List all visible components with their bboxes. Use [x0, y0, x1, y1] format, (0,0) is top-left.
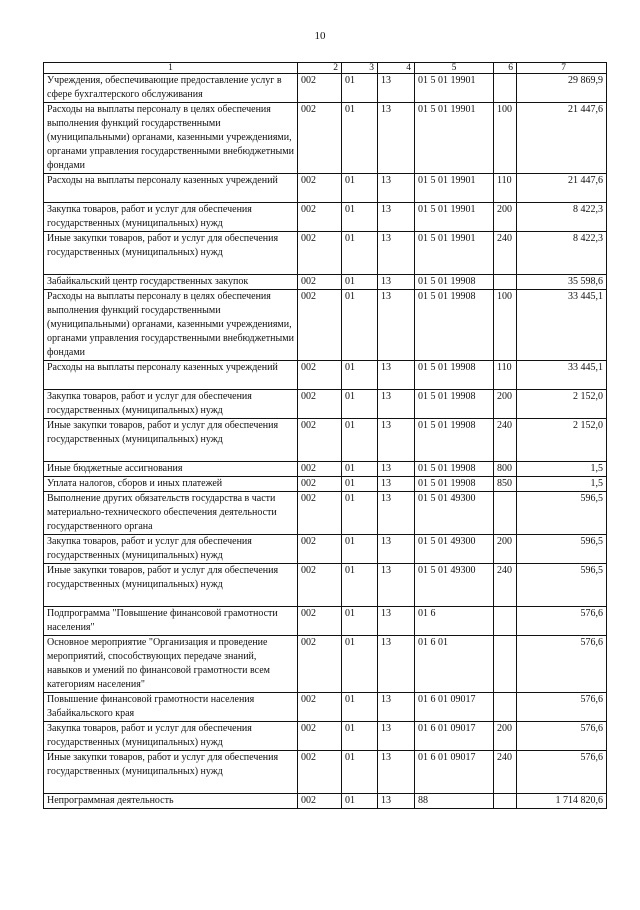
row-name-cell: Иные закупки товаров, работ и услуг для обеспечения государственных (муниципальных) нужд	[44, 419, 298, 462]
row-name-cell: Уплата налогов, сборов и иных платежей	[44, 477, 298, 492]
row-pr-cell: 13	[378, 203, 415, 232]
row-gr-cell: 002	[298, 390, 342, 419]
row-cs-cell: 01 5 01 49300	[415, 492, 494, 535]
row-gr-cell: 002	[298, 103, 342, 174]
row-pr-cell: 13	[378, 361, 415, 390]
row-pr-cell: 13	[378, 462, 415, 477]
row-pr-cell: 13	[378, 794, 415, 809]
row-vr-cell: 200	[494, 390, 517, 419]
header-col-5: 5	[415, 63, 494, 74]
row-gr-cell: 002	[298, 203, 342, 232]
row-cs-cell: 01 6 01 09017	[415, 751, 494, 794]
row-vr-cell	[494, 636, 517, 693]
row-pr-cell: 13	[378, 290, 415, 361]
row-gr-cell: 002	[298, 275, 342, 290]
table-row	[44, 636, 607, 693]
table-row	[44, 535, 607, 564]
row-rz-cell: 01	[342, 607, 378, 636]
row-name-cell: Иные закупки товаров, работ и услуг для обеспечения государственных (муниципальных) нужд	[44, 751, 298, 794]
row-vr-cell	[494, 607, 517, 636]
row-name-cell: Подпрограмма "Повышение финансовой грамотности населения"	[44, 607, 298, 636]
row-vr-cell: 240	[494, 564, 517, 607]
row-amount-cell: 596,5	[517, 492, 607, 535]
row-cs-cell: 01 5 01 19901	[415, 174, 494, 203]
row-rz-cell: 01	[342, 492, 378, 535]
table-row	[44, 74, 607, 103]
row-name-cell: Повышение финансовой грамотности населения Забайкальского края	[44, 693, 298, 722]
row-pr-cell: 13	[378, 607, 415, 636]
row-vr-cell	[494, 492, 517, 535]
header-col-3: 3	[342, 63, 378, 74]
row-gr-cell: 002	[298, 607, 342, 636]
row-gr-cell: 002	[298, 564, 342, 607]
row-rz-cell: 01	[342, 103, 378, 174]
table-row	[44, 751, 607, 794]
row-amount-cell: 21 447,6	[517, 103, 607, 174]
row-gr-cell: 002	[298, 794, 342, 809]
row-rz-cell: 01	[342, 535, 378, 564]
row-vr-cell: 110	[494, 361, 517, 390]
row-gr-cell: 002	[298, 419, 342, 462]
row-name-cell: Расходы на выплаты персоналу в целях обеспечения выполнения функций государственными (муниципальными) органами, казенными учреждениями, органами управления государственными внебюджетными фондами	[44, 290, 298, 361]
row-amount-cell: 576,6	[517, 693, 607, 722]
row-pr-cell: 13	[378, 275, 415, 290]
row-gr-cell: 002	[298, 232, 342, 275]
table-row	[44, 564, 607, 607]
row-gr-cell: 002	[298, 290, 342, 361]
row-pr-cell: 13	[378, 103, 415, 174]
row-vr-cell: 110	[494, 174, 517, 203]
row-rz-cell: 01	[342, 693, 378, 722]
row-cs-cell: 01 5 01 19908	[415, 419, 494, 462]
row-name-cell: Закупка товаров, работ и услуг для обеспечения государственных (муниципальных) нужд	[44, 535, 298, 564]
row-cs-cell: 01 5 01 19901	[415, 232, 494, 275]
row-cs-cell: 01 6 01 09017	[415, 693, 494, 722]
row-amount-cell: 576,6	[517, 722, 607, 751]
row-name-cell: Выполнение других обязательств государства в части материально-технического обеспечения деятельности государственного органа	[44, 492, 298, 535]
row-pr-cell: 13	[378, 693, 415, 722]
row-vr-cell	[494, 275, 517, 290]
header-col-7: 7	[517, 63, 607, 74]
table-row	[44, 275, 607, 290]
row-vr-cell	[494, 74, 517, 103]
header-col-1: 1	[44, 63, 298, 74]
row-gr-cell: 002	[298, 462, 342, 477]
row-rz-cell: 01	[342, 722, 378, 751]
row-amount-cell: 1 714 820,6	[517, 794, 607, 809]
row-cs-cell: 88	[415, 794, 494, 809]
table-row	[44, 722, 607, 751]
row-cs-cell: 01 6	[415, 607, 494, 636]
row-amount-cell: 33 445,1	[517, 361, 607, 390]
row-cs-cell: 01 5 01 19901	[415, 203, 494, 232]
row-cs-cell: 01 5 01 49300	[415, 535, 494, 564]
table-row	[44, 462, 607, 477]
row-gr-cell: 002	[298, 751, 342, 794]
row-name-cell: Расходы на выплаты персоналу казенных учреждений	[44, 361, 298, 390]
row-amount-cell: 2 152,0	[517, 419, 607, 462]
row-cs-cell: 01 5 01 49300	[415, 564, 494, 607]
header-row	[44, 63, 607, 74]
budget-table	[43, 62, 607, 809]
row-vr-cell: 850	[494, 477, 517, 492]
row-cs-cell: 01 5 01 19908	[415, 390, 494, 419]
table-row	[44, 232, 607, 275]
row-name-cell: Закупка товаров, работ и услуг для обеспечения государственных (муниципальных) нужд	[44, 203, 298, 232]
row-name-cell: Основное мероприятие "Организация и проведение мероприятий, способствующих передаче знаний, навыков и умений по финансовой грамотности всем категориям населения"	[44, 636, 298, 693]
row-rz-cell: 01	[342, 290, 378, 361]
row-amount-cell: 8 422,3	[517, 203, 607, 232]
row-cs-cell: 01 6 01 09017	[415, 722, 494, 751]
header-col-4: 4	[378, 63, 415, 74]
row-vr-cell: 100	[494, 103, 517, 174]
row-gr-cell: 002	[298, 693, 342, 722]
row-rz-cell: 01	[342, 477, 378, 492]
row-gr-cell: 002	[298, 636, 342, 693]
row-rz-cell: 01	[342, 751, 378, 794]
row-vr-cell	[494, 693, 517, 722]
row-rz-cell: 01	[342, 174, 378, 203]
row-name-cell: Закупка товаров, работ и услуг для обеспечения государственных (муниципальных) нужд	[44, 722, 298, 751]
table-row	[44, 290, 607, 361]
row-pr-cell: 13	[378, 751, 415, 794]
row-amount-cell: 596,5	[517, 564, 607, 607]
table-row	[44, 607, 607, 636]
row-cs-cell: 01 5 01 19908	[415, 462, 494, 477]
row-name-cell: Непрограммная деятельность	[44, 794, 298, 809]
row-cs-cell: 01 6 01	[415, 636, 494, 693]
row-pr-cell: 13	[378, 492, 415, 535]
row-cs-cell: 01 5 01 19901	[415, 74, 494, 103]
row-amount-cell: 1,5	[517, 462, 607, 477]
row-rz-cell: 01	[342, 419, 378, 462]
row-cs-cell: 01 5 01 19908	[415, 361, 494, 390]
row-name-cell: Расходы на выплаты персоналу казенных учреждений	[44, 174, 298, 203]
table-body	[44, 74, 607, 809]
row-gr-cell: 002	[298, 174, 342, 203]
row-rz-cell: 01	[342, 794, 378, 809]
header-col-6: 6	[494, 63, 517, 74]
row-amount-cell: 576,6	[517, 751, 607, 794]
row-rz-cell: 01	[342, 636, 378, 693]
row-vr-cell: 200	[494, 535, 517, 564]
row-amount-cell: 576,6	[517, 636, 607, 693]
row-pr-cell: 13	[378, 232, 415, 275]
row-rz-cell: 01	[342, 74, 378, 103]
table-row	[44, 794, 607, 809]
row-cs-cell: 01 5 01 19901	[415, 103, 494, 174]
row-vr-cell: 240	[494, 419, 517, 462]
row-gr-cell: 002	[298, 535, 342, 564]
table-row	[44, 477, 607, 492]
row-vr-cell: 200	[494, 722, 517, 751]
row-amount-cell: 576,6	[517, 607, 607, 636]
row-vr-cell: 200	[494, 203, 517, 232]
row-pr-cell: 13	[378, 174, 415, 203]
row-vr-cell	[494, 794, 517, 809]
table-row	[44, 103, 607, 174]
row-name-cell: Иные бюджетные ассигнования	[44, 462, 298, 477]
row-rz-cell: 01	[342, 275, 378, 290]
row-amount-cell: 2 152,0	[517, 390, 607, 419]
row-name-cell: Забайкальский центр государственных закупок	[44, 275, 298, 290]
row-name-cell: Учреждения, обеспечивающие предоставление услуг в сфере бухгалтерского обслуживания	[44, 74, 298, 103]
row-vr-cell: 240	[494, 751, 517, 794]
row-vr-cell: 240	[494, 232, 517, 275]
row-gr-cell: 002	[298, 492, 342, 535]
row-amount-cell: 8 422,3	[517, 232, 607, 275]
row-cs-cell: 01 5 01 19908	[415, 290, 494, 361]
row-amount-cell: 35 598,6	[517, 275, 607, 290]
row-amount-cell: 21 447,6	[517, 174, 607, 203]
row-vr-cell: 100	[494, 290, 517, 361]
row-gr-cell: 002	[298, 477, 342, 492]
row-pr-cell: 13	[378, 535, 415, 564]
row-amount-cell: 596,5	[517, 535, 607, 564]
row-pr-cell: 13	[378, 390, 415, 419]
row-pr-cell: 13	[378, 722, 415, 751]
row-rz-cell: 01	[342, 232, 378, 275]
table-row	[44, 174, 607, 203]
row-name-cell: Иные закупки товаров, работ и услуг для обеспечения государственных (муниципальных) нужд	[44, 232, 298, 275]
row-rz-cell: 01	[342, 390, 378, 419]
row-gr-cell: 002	[298, 74, 342, 103]
table-row	[44, 693, 607, 722]
row-rz-cell: 01	[342, 462, 378, 477]
row-amount-cell: 29 869,9	[517, 74, 607, 103]
row-pr-cell: 13	[378, 74, 415, 103]
table-row	[44, 492, 607, 535]
page-number: 10	[314, 30, 326, 42]
table-row	[44, 203, 607, 232]
row-cs-cell: 01 5 01 19908	[415, 477, 494, 492]
table-row	[44, 390, 607, 419]
row-name-cell: Иные закупки товаров, работ и услуг для обеспечения государственных (муниципальных) нужд	[44, 564, 298, 607]
row-amount-cell: 1,5	[517, 477, 607, 492]
row-gr-cell: 002	[298, 722, 342, 751]
row-amount-cell: 33 445,1	[517, 290, 607, 361]
row-pr-cell: 13	[378, 564, 415, 607]
header-col-2: 2	[298, 63, 342, 74]
row-pr-cell: 13	[378, 477, 415, 492]
row-name-cell: Закупка товаров, работ и услуг для обеспечения государственных (муниципальных) нужд	[44, 390, 298, 419]
row-vr-cell: 800	[494, 462, 517, 477]
row-gr-cell: 002	[298, 361, 342, 390]
row-name-cell: Расходы на выплаты персоналу в целях обеспечения выполнения функций государственными (муниципальными) органами, казенными учреждениями, органами управления государственными внебюджетными фондами	[44, 103, 298, 174]
row-pr-cell: 13	[378, 419, 415, 462]
table-row	[44, 361, 607, 390]
row-pr-cell: 13	[378, 636, 415, 693]
row-rz-cell: 01	[342, 361, 378, 390]
row-rz-cell: 01	[342, 564, 378, 607]
row-cs-cell: 01 5 01 19908	[415, 275, 494, 290]
row-rz-cell: 01	[342, 203, 378, 232]
table-row	[44, 419, 607, 462]
